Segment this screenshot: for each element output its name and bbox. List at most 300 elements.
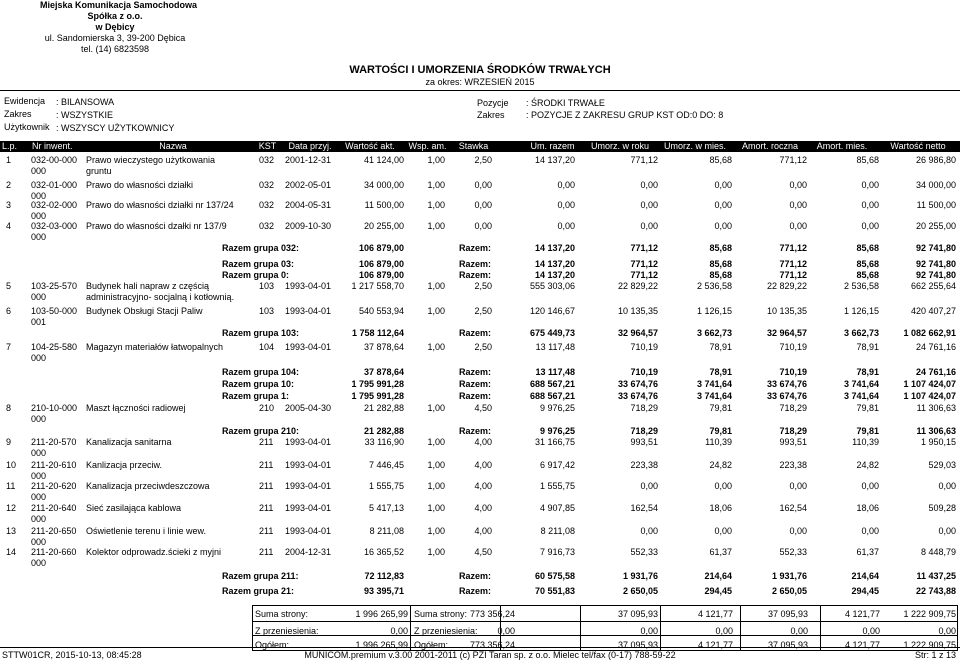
item-name: Prawo do własności dzałki nr 137/9 bbox=[86, 221, 227, 231]
subtotal-label: Razem grupa 210: bbox=[222, 426, 300, 436]
subtotal-value: 1 795 991,28 bbox=[351, 391, 404, 401]
subtotal-value: 106 879,00 bbox=[358, 259, 404, 269]
item-rate: 4,00 bbox=[474, 503, 492, 513]
item-am: 110,39 bbox=[852, 437, 879, 447]
subtotal-ar: 32 964,57 bbox=[766, 328, 807, 338]
item-inventory-suffix: 000 bbox=[31, 558, 47, 568]
subtotal-um-m: 294,45 bbox=[704, 586, 732, 596]
item-ar: 718,29 bbox=[779, 403, 807, 413]
item-kst: 032 bbox=[259, 180, 275, 190]
item-name: Prawo wieczystego użytkowania bbox=[86, 155, 216, 165]
subtotal-um-m: 3 662,73 bbox=[696, 328, 732, 338]
subtotal-ur: 771,12 bbox=[630, 259, 658, 269]
item-name: Budynek hali napraw z częścią bbox=[86, 281, 210, 291]
item-inventory-suffix: 001 bbox=[31, 317, 47, 327]
item-inventory-suffix: 000 bbox=[31, 292, 47, 302]
item-inventory-suffix: 000 bbox=[31, 492, 47, 502]
item-net: 34 000,00 bbox=[915, 180, 956, 190]
item-date: 1993-04-01 bbox=[285, 526, 332, 536]
item-ur: 0,00 bbox=[640, 481, 658, 491]
subtotal-ur: 33 674,76 bbox=[617, 391, 658, 401]
item-inventory-number: 032-01-000 bbox=[31, 180, 78, 190]
item-ur: 0,00 bbox=[640, 221, 658, 231]
subtotal-razem-label: Razem: bbox=[459, 367, 492, 377]
subtotal-value: 37 878,64 bbox=[363, 367, 404, 377]
item-ur: 710,19 bbox=[630, 342, 658, 352]
item-val: 7 446,45 bbox=[368, 460, 404, 470]
subtotal-label: Razem grupa 1: bbox=[222, 391, 290, 401]
item-date: 2005-04-30 bbox=[285, 403, 332, 413]
subtotal-razem-label: Razem: bbox=[459, 426, 492, 436]
item-kst: 103 bbox=[259, 281, 275, 291]
item-net: 662 255,64 bbox=[910, 281, 956, 291]
column-header: Umorz. w roku bbox=[590, 141, 649, 151]
item-net: 420 407,27 bbox=[910, 306, 956, 316]
footer-center: MUNICOM.premium v.3.00 2001-2011 (c) PZI Taran sp. z o.o. Mielec tel/fax (0-17) 788-59-22 bbox=[304, 650, 676, 660]
column-header: Wartość akt. bbox=[345, 141, 395, 151]
item-am: 78,91 bbox=[856, 342, 879, 352]
subtotal-um-m: 3 741,64 bbox=[696, 391, 732, 401]
item-inventory-number: 032-00-000 bbox=[31, 155, 78, 165]
item-val: 1 555,75 bbox=[368, 481, 404, 491]
item-am: 0,00 bbox=[861, 200, 879, 210]
summary-ar: 37 095,93 bbox=[767, 609, 808, 619]
subtotal-um: 14 137,20 bbox=[534, 270, 575, 280]
subtotal-um: 70 551,83 bbox=[534, 586, 575, 596]
subtotal-ur: 718,29 bbox=[630, 426, 658, 436]
subtotal-label: Razem grupa 03: bbox=[222, 259, 295, 269]
subtotal-label: Razem grupa 21: bbox=[222, 586, 295, 596]
subtotal-net: 24 761,16 bbox=[915, 367, 956, 377]
report-period: za okres: WRZESIEŃ 2015 bbox=[425, 77, 535, 87]
subtotal-value: 72 112,83 bbox=[364, 571, 404, 581]
column-header: Umorz. w mies. bbox=[663, 141, 726, 151]
item-date: 1993-04-01 bbox=[285, 342, 332, 352]
item-ar: 10 135,35 bbox=[766, 306, 807, 316]
item-net: 8 448,79 bbox=[920, 547, 956, 557]
subtotal-value: 1 795 991,28 bbox=[351, 379, 404, 389]
item-inventory-number: 032-02-000 bbox=[31, 200, 78, 210]
item-net: 11 306,63 bbox=[916, 403, 956, 413]
item-am: 1 126,15 bbox=[843, 306, 879, 316]
item-um: 9 976,25 bbox=[539, 403, 575, 413]
item-inventory-number: 211-20-660 bbox=[31, 547, 77, 557]
user-value: : WSZYSCY UŻYTKOWNICY bbox=[56, 123, 175, 133]
pozycje-label: Pozycje bbox=[477, 98, 509, 108]
item-ar: 771,12 bbox=[779, 155, 807, 165]
item-lp: 10 bbox=[6, 460, 17, 470]
summary-value: 1 996 265,99 bbox=[355, 609, 408, 619]
item-inventory-number: 103-50-000 bbox=[31, 306, 78, 316]
item-um: 8 211,08 bbox=[540, 526, 575, 536]
item-lp: 7 bbox=[6, 342, 12, 352]
item-date: 2002-05-01 bbox=[285, 180, 332, 190]
item-name: Prawo do własności działki bbox=[86, 180, 194, 190]
subtotal-value: 21 282,88 bbox=[363, 426, 404, 436]
item-lp: 4 bbox=[6, 221, 12, 231]
item-kst: 211 bbox=[259, 460, 274, 470]
item-val: 11 500,00 bbox=[364, 200, 404, 210]
item-wsp: 1,00 bbox=[427, 403, 445, 413]
summary-ar: 37 095,93 bbox=[767, 640, 808, 650]
item-um-m: 0,00 bbox=[714, 200, 732, 210]
column-header: Nazwa bbox=[159, 141, 187, 151]
subtotal-um: 9 976,25 bbox=[539, 426, 575, 436]
item-val: 21 282,88 bbox=[363, 403, 404, 413]
zakres2-label: Zakres bbox=[477, 110, 505, 120]
summary-row-divider bbox=[252, 621, 958, 622]
item-kst: 032 bbox=[259, 200, 275, 210]
summary-ur: 0,00 bbox=[640, 626, 658, 636]
subtotal-am: 85,68 bbox=[856, 270, 879, 280]
subtotal-um-m: 214,64 bbox=[704, 571, 732, 581]
item-lp: 11 bbox=[6, 481, 16, 491]
column-header: KST bbox=[258, 141, 277, 151]
item-um-m: 24,82 bbox=[709, 460, 732, 470]
item-um: 0,00 bbox=[557, 200, 575, 210]
item-name: Sieć zasilająca kablowa bbox=[86, 503, 182, 513]
item-kst: 211 bbox=[259, 547, 274, 557]
item-wsp: 1,00 bbox=[427, 437, 445, 447]
item-wsp: 1,00 bbox=[427, 547, 445, 557]
subtotal-razem-label: Razem: bbox=[459, 379, 492, 389]
item-inventory-number: 103-25-570 bbox=[31, 281, 78, 291]
item-um-m: 0,00 bbox=[714, 481, 732, 491]
item-val: 41 124,00 bbox=[363, 155, 404, 165]
item-net: 1 950,15 bbox=[920, 437, 956, 447]
item-kst: 032 bbox=[259, 221, 275, 231]
item-rate: 4,00 bbox=[474, 460, 492, 470]
item-ar: 0,00 bbox=[789, 180, 807, 190]
company-street: ul. Sandomierska 3, 39-200 Dębica bbox=[44, 33, 186, 43]
item-ar: 0,00 bbox=[789, 481, 807, 491]
item-am: 0,00 bbox=[861, 180, 879, 190]
subtotal-um: 14 137,20 bbox=[534, 243, 575, 253]
item-ar: 162,54 bbox=[779, 503, 807, 513]
item-um: 6 917,42 bbox=[539, 460, 575, 470]
subtotal-net: 92 741,80 bbox=[915, 270, 956, 280]
item-net: 0,00 bbox=[938, 481, 956, 491]
subtotal-net: 11 437,25 bbox=[916, 571, 956, 581]
item-inventory-suffix: 000 bbox=[31, 537, 47, 547]
column-header: Nr inwent. bbox=[32, 141, 73, 151]
company-city: w Dębicy bbox=[95, 22, 135, 32]
subtotal-ar: 1 931,76 bbox=[771, 571, 807, 581]
company-phone: tel. (14) 6823598 bbox=[80, 44, 150, 54]
item-date: 1993-04-01 bbox=[285, 460, 332, 470]
subtotal-um-m: 85,68 bbox=[709, 259, 732, 269]
item-um: 14 137,20 bbox=[534, 155, 575, 165]
item-ur: 0,00 bbox=[640, 180, 658, 190]
item-rate: 2,50 bbox=[474, 281, 492, 291]
item-am: 0,00 bbox=[861, 221, 879, 231]
subtotal-um: 675 449,73 bbox=[529, 328, 575, 338]
subtotal-am: 3 741,64 bbox=[843, 379, 879, 389]
summary-um-m: 4 121,77 bbox=[697, 640, 733, 650]
item-rate: 2,50 bbox=[474, 342, 492, 352]
item-wsp: 1,00 bbox=[427, 503, 445, 513]
subtotal-am: 3 662,73 bbox=[843, 328, 879, 338]
subtotal-net: 22 743,88 bbox=[915, 586, 956, 596]
item-um: 555 303,06 bbox=[529, 281, 575, 291]
item-um: 1 555,75 bbox=[539, 481, 575, 491]
item-kst: 210 bbox=[259, 403, 275, 413]
item-net: 24 761,16 bbox=[915, 342, 956, 352]
item-inventory-number: 211-20-610 bbox=[31, 460, 77, 470]
subtotal-um: 13 117,48 bbox=[535, 367, 575, 377]
item-ur: 718,29 bbox=[630, 403, 658, 413]
item-ur: 10 135,35 bbox=[617, 306, 658, 316]
item-rate: 0,00 bbox=[474, 180, 492, 190]
subtotal-ur: 1 931,76 bbox=[622, 571, 658, 581]
summary-column-divider bbox=[410, 605, 411, 651]
summary-ar: 0,00 bbox=[790, 626, 808, 636]
item-inventory-number: 104-25-580 bbox=[31, 342, 78, 352]
subtotal-ur: 2 650,05 bbox=[622, 586, 658, 596]
summary-um: 0,00 bbox=[497, 626, 515, 636]
item-rate: 2,50 bbox=[474, 155, 492, 165]
item-ur: 552,33 bbox=[630, 547, 658, 557]
item-um: 13 117,48 bbox=[535, 342, 575, 352]
summary-um-m: 0,00 bbox=[715, 626, 733, 636]
item-ur: 0,00 bbox=[640, 200, 658, 210]
summary-ur: 37 095,93 bbox=[617, 640, 658, 650]
item-wsp: 1,00 bbox=[427, 481, 445, 491]
column-header: Stawka bbox=[458, 141, 489, 151]
item-lp: 8 bbox=[6, 403, 12, 413]
column-header: L.p. bbox=[2, 141, 18, 151]
company-form: Spółka z o.o. bbox=[87, 11, 143, 21]
summary-label-2: Z przeniesienia: bbox=[414, 626, 478, 636]
subtotal-net: 92 741,80 bbox=[915, 243, 956, 253]
summary-column-divider bbox=[580, 605, 581, 651]
summary-ur: 37 095,93 bbox=[617, 609, 658, 619]
item-name-continued: administracyjno- socjalną i kotłownią. bbox=[86, 292, 235, 302]
item-um-m: 85,68 bbox=[709, 155, 732, 165]
item-ur: 0,00 bbox=[640, 526, 658, 536]
subtotal-value: 106 879,00 bbox=[358, 243, 404, 253]
item-kst: 211 bbox=[259, 503, 274, 513]
column-header: Wsp. am. bbox=[408, 141, 447, 151]
summary-label: Z przeniesienia: bbox=[255, 626, 319, 636]
summary-net: 0,00 bbox=[938, 626, 956, 636]
subtotal-label: Razem grupa 211: bbox=[222, 571, 299, 581]
subtotal-um: 688 567,21 bbox=[529, 379, 575, 389]
zakres2-value: : POZYCJE Z ZAKRESU GRUP KST OD:0 DO: 8 bbox=[526, 110, 724, 120]
item-name-continued: gruntu bbox=[86, 166, 112, 176]
item-um-m: 0,00 bbox=[714, 221, 732, 231]
item-name: Kanalizacja sanitarna bbox=[86, 437, 172, 447]
item-am: 2 536,58 bbox=[843, 281, 879, 291]
item-date: 1993-04-01 bbox=[285, 503, 332, 513]
zakres-value: : WSZYSTKIE bbox=[56, 110, 114, 120]
summary-label: Ogółem: bbox=[255, 640, 290, 650]
item-wsp: 1,00 bbox=[427, 281, 445, 291]
subtotal-um: 60 575,58 bbox=[534, 571, 575, 581]
subtotal-ar: 771,12 bbox=[779, 270, 807, 280]
item-am: 24,82 bbox=[856, 460, 879, 470]
item-ar: 710,19 bbox=[779, 342, 807, 352]
item-name: Kolektor odprowadz.ścieki z myjni bbox=[86, 547, 222, 557]
item-net: 0,00 bbox=[938, 526, 956, 536]
item-date: 2001-12-31 bbox=[285, 155, 332, 165]
summary-label-2: Ogółem: bbox=[414, 640, 449, 650]
subtotal-ur: 32 964,57 bbox=[617, 328, 658, 338]
item-inventory-suffix: 000 bbox=[31, 448, 47, 458]
subtotal-um-m: 3 741,64 bbox=[696, 379, 732, 389]
item-kst: 211 bbox=[259, 481, 274, 491]
item-ar: 22 829,22 bbox=[766, 281, 807, 291]
item-lp: 6 bbox=[6, 306, 12, 316]
subtotal-am: 79,81 bbox=[856, 426, 879, 436]
subtotal-ar: 718,29 bbox=[779, 426, 807, 436]
item-ur: 223,38 bbox=[630, 460, 658, 470]
summary-net: 1 222 909,75 bbox=[903, 640, 956, 650]
column-header: Wartość netto bbox=[890, 141, 946, 151]
summary-value: 0,00 bbox=[390, 626, 408, 636]
summary-am: 0,00 bbox=[862, 626, 880, 636]
subtotal-net: 1 082 662,91 bbox=[903, 328, 956, 338]
item-rate: 4,50 bbox=[474, 403, 492, 413]
item-um: 4 907,85 bbox=[539, 503, 575, 513]
item-am: 85,68 bbox=[856, 155, 879, 165]
item-lp: 12 bbox=[6, 503, 17, 513]
summary-am: 4 121,77 bbox=[844, 609, 880, 619]
subtotal-net: 92 741,80 bbox=[915, 259, 956, 269]
subtotal-razem-label: Razem: bbox=[459, 571, 492, 581]
item-lp: 3 bbox=[6, 200, 12, 210]
subtotal-label: Razem grupa 10: bbox=[222, 379, 295, 389]
item-inventory-number: 211-20-620 bbox=[31, 481, 77, 491]
item-ur: 993,51 bbox=[630, 437, 658, 447]
item-date: 1993-04-01 bbox=[285, 306, 332, 316]
subtotal-um-m: 85,68 bbox=[709, 270, 732, 280]
item-ar: 993,51 bbox=[779, 437, 807, 447]
summary-column-divider bbox=[660, 605, 661, 651]
item-ur: 771,12 bbox=[630, 155, 658, 165]
item-um-m: 0,00 bbox=[714, 526, 732, 536]
pozycje-value: : ŚRODKI TRWAŁE bbox=[526, 98, 605, 108]
item-um-m: 1 126,15 bbox=[696, 306, 732, 316]
subtotal-value: 106 879,00 bbox=[358, 270, 404, 280]
summary-label-2: Suma strony: bbox=[414, 609, 468, 619]
item-ar: 552,33 bbox=[779, 547, 807, 557]
subtotal-ar: 710,19 bbox=[779, 367, 807, 377]
item-um-m: 0,00 bbox=[714, 180, 732, 190]
subtotal-am: 85,68 bbox=[856, 259, 879, 269]
subtotal-am: 85,68 bbox=[856, 243, 879, 253]
item-rate: 0,00 bbox=[474, 221, 492, 231]
header-divider bbox=[0, 90, 960, 91]
item-rate: 4,00 bbox=[474, 437, 492, 447]
summary-um-m: 4 121,77 bbox=[697, 609, 733, 619]
item-inventory-number: 211-20-640 bbox=[31, 503, 77, 513]
item-um: 0,00 bbox=[557, 221, 575, 231]
item-val: 33 116,90 bbox=[364, 437, 404, 447]
item-ur: 162,54 bbox=[630, 503, 658, 513]
item-kst: 032 bbox=[259, 155, 275, 165]
item-val: 540 553,94 bbox=[358, 306, 404, 316]
item-inventory-suffix: 000 bbox=[31, 211, 47, 221]
item-lp: 13 bbox=[6, 526, 17, 536]
item-um: 31 166,75 bbox=[534, 437, 575, 447]
item-date: 2004-12-31 bbox=[285, 547, 332, 557]
item-kst: 211 bbox=[259, 437, 274, 447]
column-header: Amort. mies. bbox=[816, 141, 868, 151]
item-kst: 103 bbox=[259, 306, 275, 316]
item-val: 37 878,64 bbox=[363, 342, 404, 352]
subtotal-razem-label: Razem: bbox=[459, 391, 492, 401]
subtotal-ar: 771,12 bbox=[779, 243, 807, 253]
footer-divider bbox=[0, 647, 960, 648]
item-ar: 0,00 bbox=[789, 221, 807, 231]
item-net: 11 500,00 bbox=[916, 200, 956, 210]
subtotal-ar: 33 674,76 bbox=[766, 391, 807, 401]
item-inventory-number: 211-20-570 bbox=[31, 437, 77, 447]
item-um: 7 916,73 bbox=[539, 547, 575, 557]
subtotal-ar: 2 650,05 bbox=[771, 586, 807, 596]
subtotal-ar: 771,12 bbox=[779, 259, 807, 269]
summary-um: 773 356,24 bbox=[469, 609, 515, 619]
subtotal-value: 1 758 112,64 bbox=[351, 328, 404, 338]
item-name: Budynek Obsługi Stacji Paliw bbox=[86, 306, 203, 316]
item-lp: 2 bbox=[6, 180, 12, 190]
report-title: WARTOŚCI I UMORZENIA ŚRODKÓW TRWAŁYCH bbox=[349, 64, 611, 76]
item-date: 2009-10-30 bbox=[285, 221, 332, 231]
subtotal-label: Razem grupa 032: bbox=[222, 243, 300, 253]
item-val: 34 000,00 bbox=[363, 180, 404, 190]
zakres-label: Zakres bbox=[4, 109, 32, 119]
subtotal-net: 1 107 424,07 bbox=[903, 379, 956, 389]
column-header: Amort. roczna bbox=[741, 141, 799, 151]
item-date: 1993-04-01 bbox=[285, 481, 332, 491]
item-net: 509,28 bbox=[928, 503, 956, 513]
subtotal-ar: 33 674,76 bbox=[766, 379, 807, 389]
item-lp: 5 bbox=[6, 281, 12, 291]
item-ur: 22 829,22 bbox=[617, 281, 658, 291]
item-inventory-number: 032-03-000 bbox=[31, 221, 78, 231]
item-net: 26 986,80 bbox=[915, 155, 956, 165]
subtotal-um: 14 137,20 bbox=[534, 259, 575, 269]
item-wsp: 1,00 bbox=[427, 460, 445, 470]
subtotal-value: 93 395,71 bbox=[363, 586, 404, 596]
item-inventory-suffix: 000 bbox=[31, 353, 47, 363]
subtotal-ur: 710,19 bbox=[630, 367, 658, 377]
summary-label: Suma strony: bbox=[255, 609, 309, 619]
item-net: 529,03 bbox=[928, 460, 956, 470]
item-val: 16 365,52 bbox=[363, 547, 404, 557]
item-am: 79,81 bbox=[856, 403, 879, 413]
item-inventory-number: 211-20-650 bbox=[31, 526, 77, 536]
subtotal-um-m: 78,91 bbox=[709, 367, 732, 377]
subtotal-razem-label: Razem: bbox=[459, 243, 492, 253]
subtotal-am: 78,91 bbox=[856, 367, 879, 377]
item-um: 0,00 bbox=[557, 180, 575, 190]
subtotal-label: Razem grupa 103: bbox=[222, 328, 300, 338]
item-inventory-number: 210-10-000 bbox=[31, 403, 78, 413]
subtotal-um-m: 79,81 bbox=[709, 426, 732, 436]
item-kst: 211 bbox=[259, 526, 274, 536]
item-name: Prawo do własności działki nr 137/24 bbox=[86, 200, 234, 210]
item-name: Kanlizacja przeciw. bbox=[86, 460, 163, 470]
summary-net: 1 222 909,75 bbox=[903, 609, 956, 619]
item-inventory-suffix: 000 bbox=[31, 191, 47, 201]
subtotal-net: 1 107 424,07 bbox=[903, 391, 956, 401]
subtotal-label: Razem grupa 104: bbox=[222, 367, 300, 377]
item-rate: 4,00 bbox=[474, 526, 492, 536]
item-wsp: 1,00 bbox=[427, 200, 445, 210]
summary-am: 4 121,77 bbox=[844, 640, 880, 650]
